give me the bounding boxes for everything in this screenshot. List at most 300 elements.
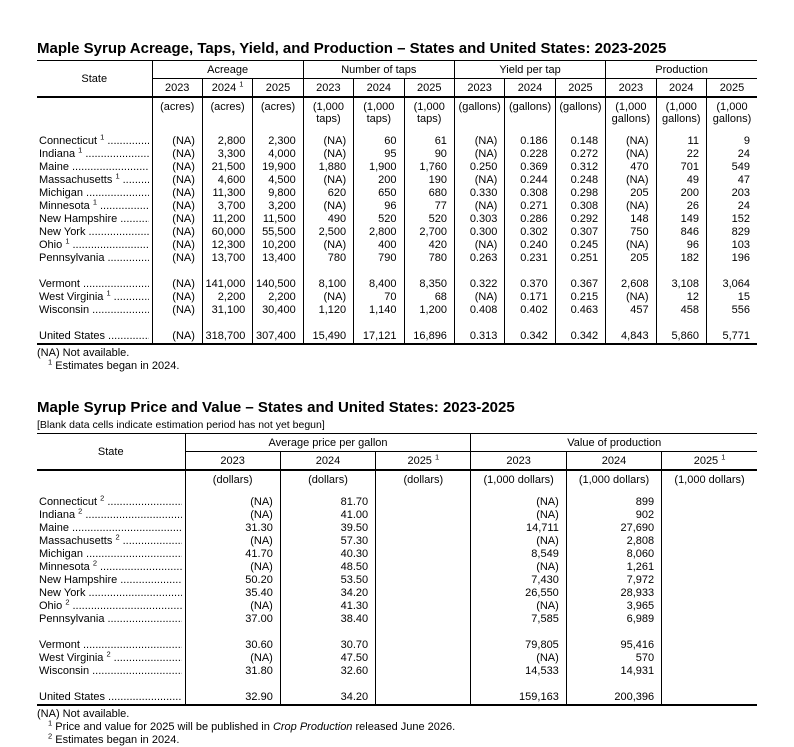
- leader-dots: [88, 587, 181, 600]
- spacer-cell: [202, 317, 252, 330]
- leader-dots: [72, 522, 182, 535]
- footnote-marker: 1: [721, 451, 726, 461]
- value-cell: 556: [706, 304, 757, 317]
- state-name: Maine: [39, 522, 69, 534]
- value-cell: 0.244: [505, 174, 555, 187]
- value-cell: 5,771: [706, 330, 757, 344]
- state-name: New York: [39, 587, 86, 599]
- value-cell: 458: [656, 304, 706, 317]
- table-row: [37, 587, 757, 600]
- column-group-header: Value of production: [471, 434, 757, 452]
- value-cell: 14,533: [471, 665, 566, 678]
- value-cell: (NA): [454, 174, 504, 187]
- value-cell: [662, 561, 757, 574]
- value-cell: 0.148: [555, 135, 605, 148]
- footnote-marker: 1: [435, 451, 440, 461]
- year-header: 2023: [454, 79, 504, 98]
- unit-cell: (1,000 gallons): [606, 97, 656, 135]
- spacer-cell: [37, 317, 152, 330]
- value-cell: [376, 639, 471, 652]
- value-cell: (NA): [185, 535, 280, 548]
- footnote-marker: 1: [78, 145, 83, 155]
- state-cell: [37, 558, 185, 574]
- leader-dots: [72, 239, 148, 252]
- value-cell: 3,200: [253, 200, 303, 213]
- table-row: [37, 691, 757, 705]
- value-cell: (NA): [471, 600, 566, 613]
- unit-cell: (gallons): [555, 97, 605, 135]
- value-cell: 0.307: [555, 226, 605, 239]
- value-cell: 0.263: [454, 252, 504, 265]
- state-name: Minnesota $^1$: [39, 197, 97, 212]
- value-cell: 0.228: [505, 148, 555, 161]
- state-cell: [37, 506, 185, 522]
- state-cell: [37, 665, 185, 678]
- value-cell: 39.50: [280, 522, 375, 535]
- value-cell: (NA): [152, 252, 202, 265]
- unit-cell: (1,000 gallons): [706, 97, 757, 135]
- leader-dots: [83, 278, 149, 291]
- value-cell: 0.215: [555, 291, 605, 304]
- value-cell: 13,400: [253, 252, 303, 265]
- value-cell: 30.70: [280, 639, 375, 652]
- value-cell: [662, 496, 757, 509]
- state-cell: [37, 639, 185, 652]
- value-cell: [662, 587, 757, 600]
- value-cell: 4,500: [253, 174, 303, 187]
- value-cell: 61: [404, 135, 454, 148]
- value-cell: 4,000: [253, 148, 303, 161]
- value-cell: 8,060: [566, 548, 661, 561]
- value-cell: 0.251: [555, 252, 605, 265]
- value-cell: (NA): [185, 509, 280, 522]
- value-cell: (NA): [303, 291, 353, 304]
- value-cell: 470: [606, 161, 656, 174]
- spacer-cell: [202, 265, 252, 278]
- spacer-cell: [152, 265, 202, 278]
- value-cell: (NA): [454, 291, 504, 304]
- units-stub-cell: [37, 97, 152, 135]
- value-cell: 8,549: [471, 548, 566, 561]
- spacer-cell: [37, 678, 185, 691]
- state-cell: [37, 213, 152, 226]
- value-cell: 26: [656, 200, 706, 213]
- value-cell: 34.20: [280, 587, 375, 600]
- value-cell: 1,120: [303, 304, 353, 317]
- spacer-cell: [404, 317, 454, 330]
- value-cell: 0.308: [505, 187, 555, 200]
- leader-dots: [83, 639, 182, 652]
- value-cell: 0.240: [505, 239, 555, 252]
- table-row: [37, 652, 757, 665]
- value-cell: 1,261: [566, 561, 661, 574]
- leader-dots: [85, 509, 181, 522]
- spacer-row: [37, 626, 757, 639]
- value-cell: [662, 522, 757, 535]
- spacer-cell: [185, 626, 280, 639]
- table-row: [37, 135, 757, 148]
- acreage-production-section: [37, 40, 757, 373]
- table-row: [37, 213, 757, 226]
- value-cell: 47.50: [280, 652, 375, 665]
- value-cell: 318,700: [202, 330, 252, 344]
- value-cell: 7,430: [471, 574, 566, 587]
- value-cell: (NA): [152, 135, 202, 148]
- state-cell: [37, 574, 185, 587]
- state-cell: [37, 691, 185, 705]
- spacer-cell: [566, 626, 661, 639]
- value-cell: 17,121: [354, 330, 404, 344]
- unit-cell: (dollars): [376, 470, 471, 496]
- footnote-text: released June 2026.: [352, 721, 456, 733]
- footnote-marker: 1: [106, 288, 111, 298]
- value-cell: [376, 652, 471, 665]
- value-cell: 96: [656, 239, 706, 252]
- footnote-text: Not available.: [62, 708, 130, 720]
- year-header: 2025: [706, 79, 757, 98]
- value-cell: (NA): [471, 652, 566, 665]
- table-row: [37, 535, 757, 548]
- value-cell: 41.00: [280, 509, 375, 522]
- leader-dots: [120, 574, 181, 587]
- state-name: West Virginia $^1$: [39, 288, 111, 303]
- value-cell: 57.30: [280, 535, 375, 548]
- spacer-cell: [185, 678, 280, 691]
- table2-footnotes: [37, 708, 757, 747]
- value-cell: (NA): [152, 304, 202, 317]
- spacer-cell: [303, 317, 353, 330]
- value-cell: 50.20: [185, 574, 280, 587]
- value-cell: 490: [303, 213, 353, 226]
- value-cell: 0.298: [555, 187, 605, 200]
- spacer-cell: [376, 678, 471, 691]
- spacer-cell: [606, 317, 656, 330]
- state-cell: [37, 522, 185, 535]
- value-cell: 9: [706, 135, 757, 148]
- year-header: 2024: [280, 452, 375, 471]
- value-cell: 0.186: [505, 135, 555, 148]
- value-cell: 95: [354, 148, 404, 161]
- value-cell: (NA): [152, 278, 202, 291]
- value-cell: 37.00: [185, 613, 280, 626]
- state-cell: [37, 145, 152, 161]
- state-name: New Hampshire: [39, 213, 118, 225]
- year-header: 2023: [471, 452, 566, 471]
- spacer-cell: [253, 317, 303, 330]
- value-cell: 140,500: [253, 278, 303, 291]
- value-cell: (NA): [303, 148, 353, 161]
- value-cell: 55,500: [253, 226, 303, 239]
- value-cell: 701: [656, 161, 706, 174]
- state-name: United States: [39, 330, 106, 342]
- state-cell: [37, 278, 152, 291]
- state-name: United States: [39, 691, 106, 703]
- year-header: 2024 $^1$: [202, 79, 252, 98]
- value-cell: 141,000: [202, 278, 252, 291]
- value-cell: 0.250: [454, 161, 504, 174]
- spacer-cell: [505, 317, 555, 330]
- value-cell: 570: [566, 652, 661, 665]
- value-cell: 650: [354, 187, 404, 200]
- value-cell: 4,600: [202, 174, 252, 187]
- value-cell: (NA): [471, 509, 566, 522]
- value-cell: (NA): [152, 174, 202, 187]
- state-name: New Hampshire: [39, 574, 118, 586]
- value-cell: 0.272: [555, 148, 605, 161]
- state-name: Maine: [39, 161, 69, 173]
- footnote-marker: 1: [48, 357, 53, 367]
- column-group-header: Acreage: [152, 61, 303, 79]
- value-cell: 2,800: [202, 135, 252, 148]
- value-cell: 2,200: [253, 291, 303, 304]
- spacer-cell: [454, 265, 504, 278]
- value-cell: [662, 691, 757, 705]
- table-row: [37, 613, 757, 626]
- leader-dots: [114, 291, 149, 304]
- leader-dots: [100, 200, 149, 213]
- table-row: [37, 239, 757, 252]
- table-row: [37, 278, 757, 291]
- value-cell: [376, 691, 471, 705]
- value-cell: 41.30: [280, 600, 375, 613]
- value-cell: [376, 600, 471, 613]
- value-cell: 48.50: [280, 561, 375, 574]
- value-cell: 0.231: [505, 252, 555, 265]
- year-header: 2025 $^1$: [376, 452, 471, 471]
- footnote-marker: 1: [92, 197, 97, 207]
- value-cell: 12: [656, 291, 706, 304]
- value-cell: 457: [606, 304, 656, 317]
- value-cell: (NA): [303, 174, 353, 187]
- state-cell: [37, 587, 185, 600]
- table-row: [37, 148, 757, 161]
- value-cell: [662, 509, 757, 522]
- value-cell: 31,100: [202, 304, 252, 317]
- unit-cell: (gallons): [454, 97, 504, 135]
- column-group-header: Average price per gallon: [185, 434, 471, 452]
- footnote: (NA) Not available.: [37, 347, 130, 359]
- footnote-marker: 1: [100, 132, 105, 142]
- value-cell: 34.20: [280, 691, 375, 705]
- value-cell: 31.30: [185, 522, 280, 535]
- spacer-cell: [505, 265, 555, 278]
- value-cell: 35.40: [185, 587, 280, 600]
- value-cell: 26,550: [471, 587, 566, 600]
- unit-cell: (1,000 dollars): [566, 470, 661, 496]
- state-name: Wisconsin: [39, 665, 90, 677]
- value-cell: 2,608: [606, 278, 656, 291]
- value-cell: 149: [656, 213, 706, 226]
- value-cell: [662, 600, 757, 613]
- year-header: 2025: [404, 79, 454, 98]
- value-cell: 0.171: [505, 291, 555, 304]
- value-cell: 0.463: [555, 304, 605, 317]
- state-name: Ohio $^2$: [39, 597, 70, 612]
- value-cell: 520: [354, 213, 404, 226]
- value-cell: 0.330: [454, 187, 504, 200]
- state-cell: [37, 649, 185, 665]
- value-cell: 30,400: [253, 304, 303, 317]
- year-header: 2023: [606, 79, 656, 98]
- value-cell: (NA): [185, 652, 280, 665]
- value-cell: (NA): [454, 148, 504, 161]
- table1-title: Maple Syrup Acreage, Taps, Yield, and Production – States and United States: 2023-2025: [37, 40, 667, 57]
- state-name: Connecticut $^1$: [39, 132, 105, 147]
- column-header-state: State: [37, 434, 185, 471]
- value-cell: (NA): [152, 226, 202, 239]
- value-cell: 3,300: [202, 148, 252, 161]
- leader-dots: [107, 135, 148, 148]
- value-cell: 8,100: [303, 278, 353, 291]
- value-cell: (NA): [303, 135, 353, 148]
- table-row: [37, 330, 757, 344]
- value-cell: (NA): [152, 239, 202, 252]
- spacer-cell: [662, 626, 757, 639]
- unit-cell: (acres): [152, 97, 202, 135]
- value-cell: 3,965: [566, 600, 661, 613]
- leader-dots: [85, 148, 148, 161]
- state-cell: [37, 132, 152, 148]
- value-cell: 148: [606, 213, 656, 226]
- value-cell: 420: [404, 239, 454, 252]
- value-cell: 159,163: [471, 691, 566, 705]
- value-cell: (NA): [471, 496, 566, 509]
- value-cell: [662, 574, 757, 587]
- value-cell: 899: [566, 496, 661, 509]
- spacer-cell: [656, 265, 706, 278]
- value-cell: 60: [354, 135, 404, 148]
- value-cell: 2,808: [566, 535, 661, 548]
- value-cell: 3,700: [202, 200, 252, 213]
- value-cell: 0.308: [555, 200, 605, 213]
- value-cell: 0.408: [454, 304, 504, 317]
- value-cell: 0.292: [555, 213, 605, 226]
- value-cell: 32.60: [280, 665, 375, 678]
- value-cell: 28,933: [566, 587, 661, 600]
- state-cell: [37, 304, 152, 317]
- value-cell: [376, 574, 471, 587]
- state-cell: [37, 236, 152, 252]
- year-header: 2023: [303, 79, 353, 98]
- table-row: [37, 665, 757, 678]
- value-cell: 90: [404, 148, 454, 161]
- spacer-cell: [454, 317, 504, 330]
- value-cell: (NA): [606, 148, 656, 161]
- footnote-marker: 2: [106, 649, 111, 659]
- year-header: 2025: [253, 79, 303, 98]
- state-name: Minnesota $^2$: [39, 558, 97, 573]
- value-cell: 11,300: [202, 187, 252, 200]
- value-cell: 47: [706, 174, 757, 187]
- value-cell: 2,500: [303, 226, 353, 239]
- value-cell: (NA): [454, 239, 504, 252]
- value-cell: 30.60: [185, 639, 280, 652]
- value-cell: 680: [404, 187, 454, 200]
- spacer-cell: [471, 678, 566, 691]
- unit-cell: (gallons): [505, 97, 555, 135]
- value-cell: 16,896: [404, 330, 454, 344]
- value-cell: 31.80: [185, 665, 280, 678]
- table-row: [37, 639, 757, 652]
- value-cell: 200: [656, 187, 706, 200]
- value-cell: 205: [606, 187, 656, 200]
- value-cell: [662, 639, 757, 652]
- leader-dots: [86, 548, 181, 561]
- value-cell: 15: [706, 291, 757, 304]
- value-cell: 40.30: [280, 548, 375, 561]
- value-cell: 780: [303, 252, 353, 265]
- units-row: [37, 97, 757, 135]
- price-value-section: [37, 399, 757, 747]
- value-cell: 53.50: [280, 574, 375, 587]
- footnote-marker: 1: [48, 718, 53, 728]
- state-cell: [37, 288, 152, 304]
- value-cell: (NA): [185, 600, 280, 613]
- value-cell: 38.40: [280, 613, 375, 626]
- value-cell: 0.286: [505, 213, 555, 226]
- year-header: 2025 $^1$: [662, 452, 757, 471]
- value-cell: 1,200: [404, 304, 454, 317]
- state-name: Indiana $^2$: [39, 506, 83, 521]
- value-cell: 0.248: [555, 174, 605, 187]
- spacer-cell: [555, 317, 605, 330]
- value-cell: [376, 522, 471, 535]
- unit-cell: (1,000 taps): [354, 97, 404, 135]
- value-cell: (NA): [185, 561, 280, 574]
- value-cell: 22: [656, 148, 706, 161]
- spacer-cell: [376, 626, 471, 639]
- footnote-text: Not available.: [62, 347, 130, 359]
- leader-dots: [88, 226, 148, 239]
- spacer-cell: [354, 317, 404, 330]
- value-cell: [662, 535, 757, 548]
- table-row: [37, 226, 757, 239]
- table-row: [37, 522, 757, 535]
- year-header: 2024: [656, 79, 706, 98]
- value-cell: 2,300: [253, 135, 303, 148]
- value-cell: 4,843: [606, 330, 656, 344]
- value-cell: 7,972: [566, 574, 661, 587]
- footnote-marker: 2: [78, 506, 83, 516]
- value-cell: [376, 587, 471, 600]
- value-cell: [662, 613, 757, 626]
- value-cell: [662, 652, 757, 665]
- year-header: 2023: [152, 79, 202, 98]
- state-cell: [37, 548, 185, 561]
- value-cell: 68: [404, 291, 454, 304]
- value-cell: 0.367: [555, 278, 605, 291]
- value-cell: [376, 613, 471, 626]
- year-header: 2024: [505, 79, 555, 98]
- table-row: [37, 252, 757, 265]
- table-row: [37, 574, 757, 587]
- value-cell: 0.312: [555, 161, 605, 174]
- footnote-marker: 2: [100, 493, 105, 503]
- table-row: [37, 187, 757, 200]
- units-stub-cell: [37, 470, 185, 496]
- value-cell: (NA): [303, 239, 353, 252]
- value-cell: 5,860: [656, 330, 706, 344]
- value-cell: 32.90: [185, 691, 280, 705]
- value-cell: 13,700: [202, 252, 252, 265]
- value-cell: 0.303: [454, 213, 504, 226]
- value-cell: 205: [606, 252, 656, 265]
- value-cell: 0.271: [505, 200, 555, 213]
- state-name: Michigan: [39, 548, 84, 560]
- state-name: West Virginia $^2$: [39, 649, 111, 664]
- value-cell: 3,064: [706, 278, 757, 291]
- leader-dots: [107, 252, 148, 265]
